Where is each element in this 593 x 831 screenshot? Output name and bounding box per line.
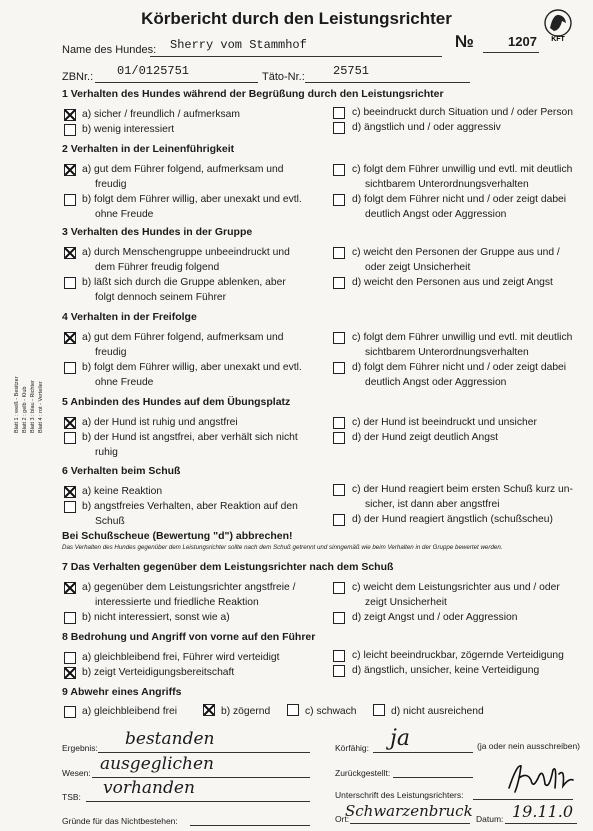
logo-text: KFT <box>551 36 565 43</box>
section-8-title: 8 Bedrohung und Angriff von vorne auf den Führer <box>62 631 316 643</box>
shot-shyness-warning: Bei Schußscheue (Bewertung "d") abbrechen! <box>62 530 293 542</box>
section-6-d-label: d) der Hund reagiert ängstlich (schußscheu) <box>352 514 553 525</box>
section-9-b-label: b) zögernd <box>221 706 271 717</box>
section-2-a-checkbox[interactable] <box>64 164 76 176</box>
zbnr-line <box>95 82 258 83</box>
section-4-a-checkbox[interactable] <box>64 332 76 344</box>
koerfaehig-value[interactable]: ja <box>390 726 410 751</box>
ort-value[interactable]: Schwarzenbruck <box>345 802 473 820</box>
number-value[interactable]: 1207 <box>508 34 537 49</box>
ort-label: Ort: <box>335 814 350 824</box>
section-3-a-checkbox[interactable] <box>64 247 76 259</box>
section-4-d-checkbox[interactable] <box>333 362 345 374</box>
number-symbol: № <box>455 32 474 51</box>
tsb-line <box>86 801 310 802</box>
zbnr-value[interactable]: 01/0125751 <box>117 64 190 78</box>
section-6-title: 6 Verhalten beim Schuß <box>62 465 181 477</box>
section-9-c-checkbox[interactable] <box>287 704 299 716</box>
section-7-title: 7 Das Verhalten gegenüber dem Leistungsrichter nach dem Schuß <box>62 561 394 573</box>
form-title: Körbericht durch den Leistungsrichter <box>141 9 452 28</box>
section-2-b-label: b) folgt dem Führer willig, aber unexakt und evtl. ohne Freude <box>82 194 302 220</box>
dog-name-label: Name des Hundes: <box>62 44 157 56</box>
copy-distribution-sidebar <box>14 365 54 435</box>
section-3-title: 3 Verhalten des Hundes in der Gruppe <box>62 226 253 238</box>
section-2-c-label: c) folgt dem Führer unwillig und evtl. mit deutlich sichtbarem Unterordnungsverhalten <box>352 164 573 190</box>
section-7-b-checkbox[interactable] <box>64 612 76 624</box>
section-6-d-checkbox[interactable] <box>333 514 345 526</box>
section-7-b-label: b) nicht interessiert, sonst wie a) <box>82 612 230 623</box>
taeto-value[interactable]: 25751 <box>333 64 370 78</box>
section-1-d-label: d) ängstlich und / oder aggressiv <box>352 122 501 133</box>
section-1-title: 1 Verhalten des Hundes während der Begrüßung durch den Leistungsrichter <box>62 88 444 100</box>
section-6-c-checkbox[interactable] <box>333 484 345 496</box>
ergebnis-value[interactable]: bestanden <box>125 729 215 749</box>
unterschrift-label: Unterschrift des Leistungsrichters: <box>335 790 464 800</box>
section-2-title: 2 Verhalten in der Leinenführigkeit <box>62 143 235 155</box>
section-4-b-checkbox[interactable] <box>64 362 76 374</box>
section-6-b-checkbox[interactable] <box>64 501 76 513</box>
section-4-title: 4 Verhalten in der Freifolge <box>62 311 197 323</box>
section-7-a-checkbox[interactable] <box>64 582 76 594</box>
section-9-d-checkbox[interactable] <box>373 704 385 716</box>
section-1-b-label: b) wenig interessiert <box>82 124 175 135</box>
section-4-a-label: a) gut dem Führer folgend, aufmerksam und freudig <box>82 332 284 358</box>
section-2-d-label: d) folgt dem Führer nicht und / oder zeigt dabei deutlich Angst oder Aggression <box>352 194 567 220</box>
section-2-a-label: a) gut dem Führer folgend, aufmerksam und freudig <box>82 164 284 190</box>
section-5-title: 5 Anbinden des Hundes auf dem Übungsplatz <box>62 396 291 408</box>
section-9-a-label: a) gleichbleibend frei <box>82 706 178 717</box>
section-7-a-label: a) gegenüber dem Leistungsrichter angstfreie / interessierte und friedliche Reaktion <box>82 582 296 608</box>
club-logo-icon <box>543 6 573 44</box>
section-3-d-label: d) weicht den Personen aus und zeigt Angst <box>352 277 553 288</box>
section-5-a-checkbox[interactable] <box>64 417 76 429</box>
shot-shyness-note: Das Verhalten des Hundes gegenüber dem Leistungsrichter sollte nach dem Schuß getrennt und sinngemäß wie beim Verhalten in der Gruppe bewertet werden. <box>62 544 503 551</box>
section-9-d-label: d) nicht ausreichend <box>391 706 484 717</box>
ergebnis-label: Ergebnis: <box>62 743 98 753</box>
section-6-a-checkbox[interactable] <box>64 486 76 498</box>
section-8-b-label: b) zeigt Verteidigungsbereitschaft <box>82 667 235 678</box>
koerfaehig-label: Körfähig: <box>335 743 370 753</box>
sidebar-blatt-1: Blatt 1 : weiß - Besitzer <box>14 376 20 433</box>
sidebar-blatt-2: Blatt 2 : gelb - Klub <box>22 386 28 433</box>
section-5-c-checkbox[interactable] <box>333 417 345 429</box>
section-2-d-checkbox[interactable] <box>333 194 345 206</box>
section-9-c-label: c) schwach <box>305 706 357 717</box>
section-6-b-label: b) angstfreies Verhalten, aber Reaktion auf den Schuß <box>82 501 298 527</box>
koerfaehig-hint: (ja oder nein ausschreiben) <box>477 741 581 751</box>
section-9-b-checkbox[interactable] <box>203 704 215 716</box>
section-8-c-checkbox[interactable] <box>333 650 345 662</box>
ergebnis-line <box>98 752 310 753</box>
section-8-b-checkbox[interactable] <box>64 667 76 679</box>
dog-name-line <box>150 56 442 57</box>
section-6-a-label: a) keine Reaktion <box>82 486 163 497</box>
section-1-b-checkbox[interactable] <box>64 124 76 136</box>
section-7-d-label: d) zeigt Angst und / oder Aggression <box>352 612 518 623</box>
tsb-value[interactable]: vorhanden <box>103 778 195 798</box>
section-1-c-label: c) beeindruckt durch Situation und / oder Person <box>352 107 573 118</box>
section-8-d-label: d) ängstlich, unsicher, keine Verteidigung <box>352 665 540 676</box>
section-7-d-checkbox[interactable] <box>333 612 345 624</box>
gruende-label: Gründe für das Nichtbestehen: <box>62 816 178 826</box>
section-4-c-label: c) folgt dem Führer unwillig und evtl. mit deutlich sichtbarem Unterordnungsverhalten <box>352 332 573 358</box>
number-line <box>483 52 539 53</box>
section-4-d-label: d) folgt dem Führer nicht und / oder zeigt dabei deutlich Angst oder Aggression <box>352 362 567 388</box>
taeto-label: Täto-Nr.: <box>262 71 305 83</box>
section-5-b-checkbox[interactable] <box>64 432 76 444</box>
section-7-c-checkbox[interactable] <box>333 582 345 594</box>
section-5-c-label: c) der Hund ist beeindruckt und unsicher <box>352 417 537 428</box>
section-4-c-checkbox[interactable] <box>333 332 345 344</box>
section-6-c-label: c) der Hund reagiert beim ersten Schuß kurz un- sicher, ist dann aber angstfrei <box>352 484 573 510</box>
section-3-d-checkbox[interactable] <box>333 277 345 289</box>
section-3-c-checkbox[interactable] <box>333 247 345 259</box>
taeto-line <box>305 82 470 83</box>
section-3-b-label: b) läßt sich durch die Gruppe ablenken, aber folgt dennoch seinem Führer <box>82 277 286 303</box>
section-3-a-label: a) durch Menschengruppe unbeeindruckt und dem Führer freudig folgend <box>82 247 290 273</box>
section-9-a-checkbox[interactable] <box>64 706 76 718</box>
section-5-a-label: a) der Hund ist ruhig und angstfrei <box>82 417 238 428</box>
zbnr-label: ZBNr.: <box>62 71 94 83</box>
koerfaehig-line <box>373 752 473 753</box>
section-5-d-checkbox[interactable] <box>333 432 345 444</box>
tsb-label: TSB: <box>62 792 81 802</box>
section-8-a-checkbox[interactable] <box>64 652 76 664</box>
section-8-c-label: c) leicht beeindruckbar, zögernde Verteidigung <box>352 650 564 661</box>
section-1-a-label: a) sicher / freundlich / aufmerksam <box>82 109 240 120</box>
section-5-b-label: b) der Hund ist angstfrei, aber verhält sich nicht ruhig <box>82 432 298 458</box>
section-9-title: 9 Abwehr eines Angriffs <box>62 686 182 698</box>
ort-line <box>350 823 470 824</box>
datum-value[interactable]: 19.11.0 <box>512 802 574 821</box>
sidebar-blatt-4: Blatt 4 : rot - Verteiler <box>38 381 44 433</box>
section-7-c-label: c) weicht dem Leistungsrichter aus und / oder zeigt Unsicherheit <box>352 582 560 608</box>
wesen-label: Wesen: <box>62 768 91 778</box>
judge-signature-icon <box>505 758 575 800</box>
gruende-line <box>190 825 310 826</box>
section-3-b-checkbox[interactable] <box>64 277 76 289</box>
zurueckgestellt-label: Zurückgestellt: <box>335 768 391 778</box>
section-2-c-checkbox[interactable] <box>333 164 345 176</box>
datum-label: Datum: <box>476 814 504 824</box>
sidebar-blatt-3: Blatt 3 : blau - Richter <box>30 380 36 433</box>
section-8-a-label: a) gleichbleibend frei, Führer wird verteidigt <box>82 652 280 663</box>
section-8-d-checkbox[interactable] <box>333 665 345 677</box>
wesen-value[interactable]: ausgeglichen <box>100 754 214 774</box>
zurueckgestellt-line <box>393 777 473 778</box>
section-4-b-label: b) folgt dem Führer willig, aber unexakt und evtl. ohne Freude <box>82 362 302 388</box>
section-5-d-label: d) der Hund zeigt deutlich Angst <box>352 432 498 443</box>
dog-name-value[interactable]: Sherry vom Stammhof <box>170 38 307 52</box>
section-1-d-checkbox[interactable] <box>333 122 345 134</box>
section-1-c-checkbox[interactable] <box>333 107 345 119</box>
datum-line <box>505 823 577 824</box>
section-2-b-checkbox[interactable] <box>64 194 76 206</box>
section-1-a-checkbox[interactable] <box>64 109 76 121</box>
section-3-c-label: c) weicht den Personen der Gruppe aus und / oder zeigt Unsicherheit <box>352 247 560 273</box>
